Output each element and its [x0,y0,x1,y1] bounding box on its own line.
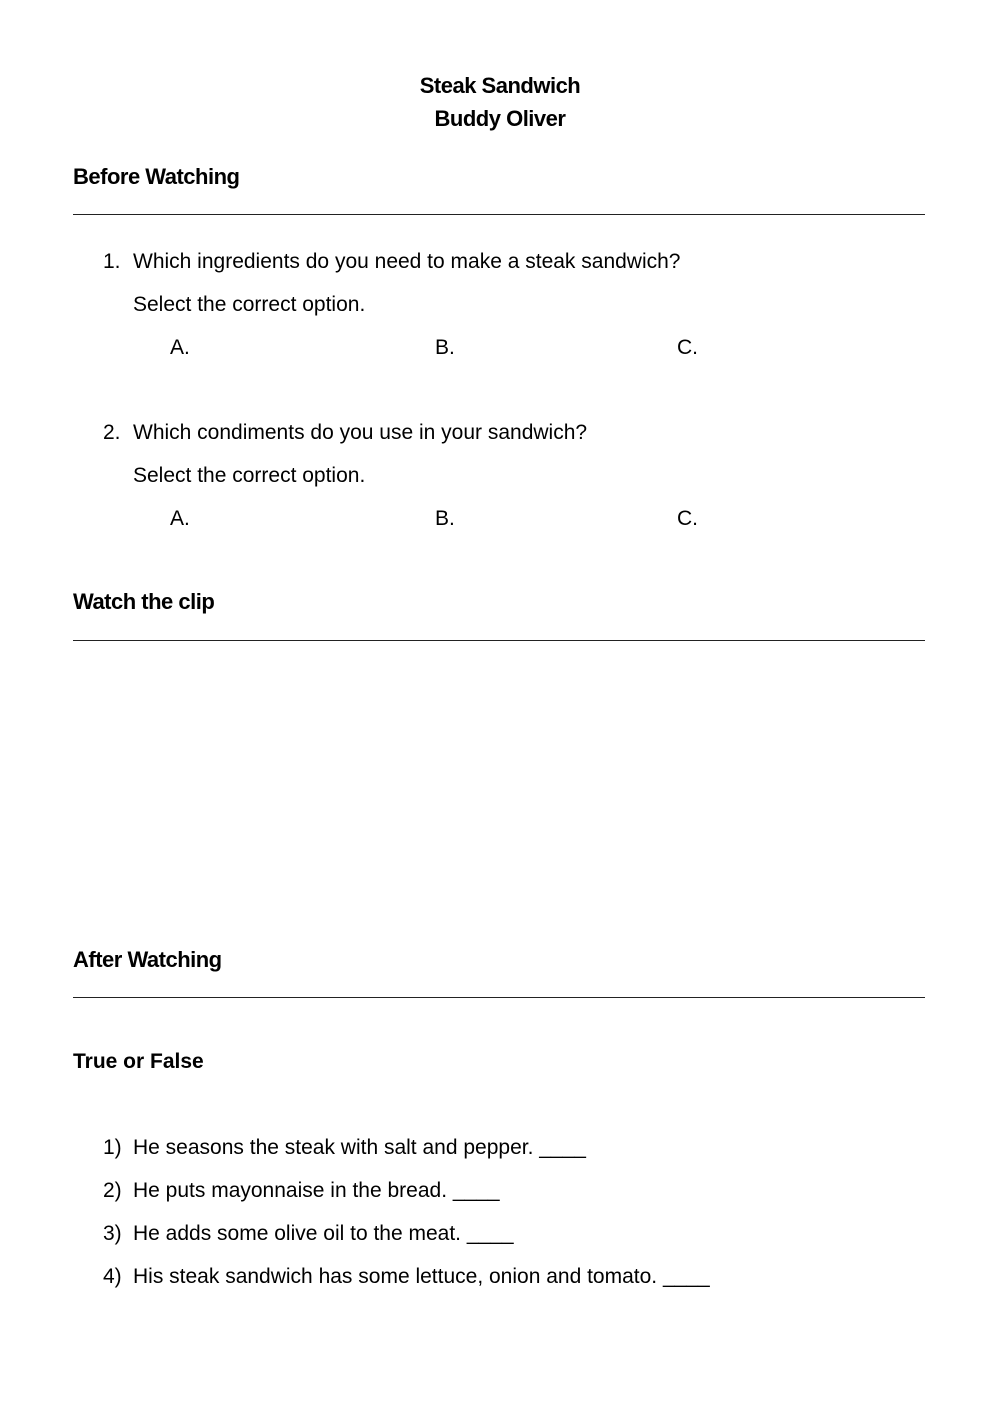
section-divider [73,997,925,998]
statement-number: 2) [103,1179,122,1202]
section-divider [73,214,925,215]
question-instruction: Select the correct option. [133,293,366,316]
statement-number: 3) [103,1222,122,1245]
question-instruction: Select the correct option. [133,464,366,487]
question-text: Which condiments do you use in your sandwich? [133,421,588,444]
option-c[interactable]: C. [677,507,698,530]
statement-number: 4) [103,1265,122,1288]
question-number: 2. [103,421,121,444]
option-c[interactable]: C. [677,336,698,359]
statement-text[interactable]: He puts mayonnaise in the bread. ____ [133,1179,500,1202]
statement-text[interactable]: His steak sandwich has some lettuce, onion and tomato. ____ [133,1265,710,1288]
section-heading-before-watching: Before Watching [73,164,240,189]
statement-text[interactable]: He seasons the steak with salt and pepper. ____ [133,1136,586,1159]
option-a[interactable]: A. [170,507,190,530]
option-b[interactable]: B. [435,507,455,530]
section-heading-after-watching: After Watching [73,947,222,972]
document-title: Steak Sandwich [419,73,581,98]
question-number: 1. [103,250,121,273]
video-area [73,650,925,930]
option-b[interactable]: B. [435,336,455,359]
question-text: Which ingredients do you need to make a steak sandwich? [133,250,681,273]
section-heading-watch-clip: Watch the clip [73,589,215,614]
section-divider [73,640,925,641]
option-a[interactable]: A. [170,336,190,359]
true-or-false-heading: True or False [73,1050,204,1073]
document-subtitle: Buddy Oliver [434,106,566,131]
statement-text[interactable]: He adds some olive oil to the meat. ____ [133,1222,514,1245]
statement-number: 1) [103,1136,122,1159]
